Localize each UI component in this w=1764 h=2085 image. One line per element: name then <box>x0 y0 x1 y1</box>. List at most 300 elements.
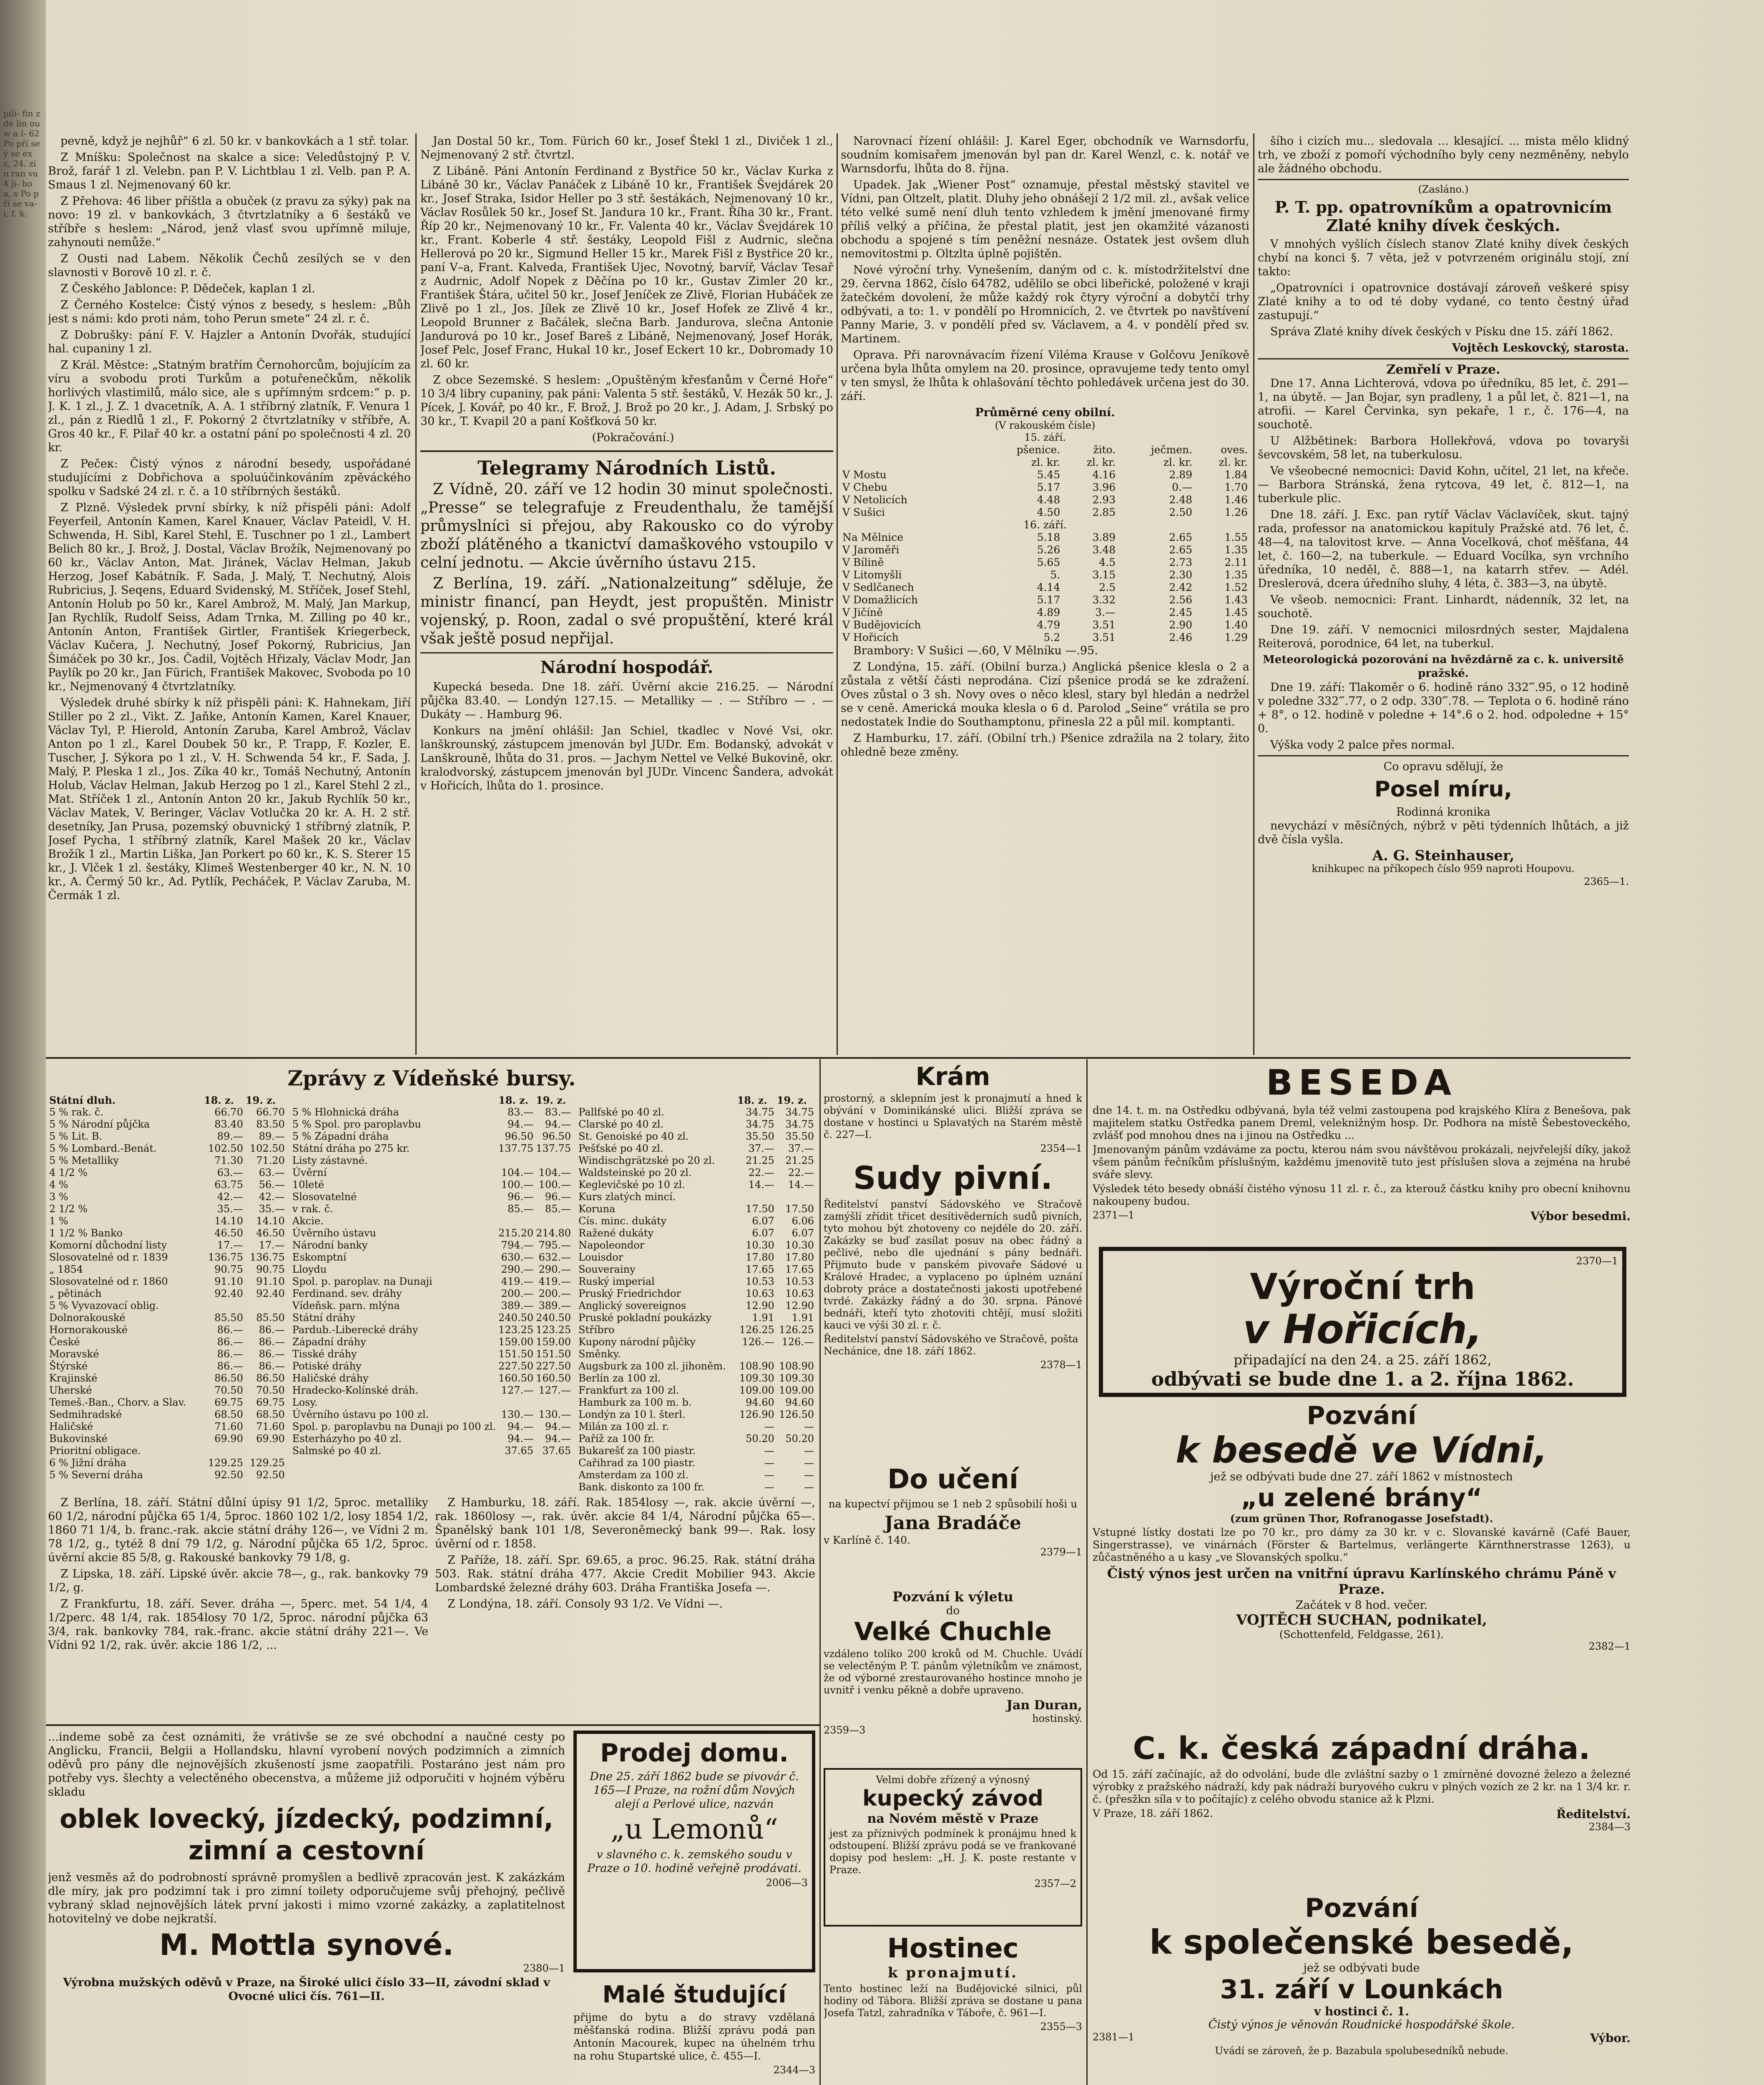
bourse-report: Z Lipska, 18. září. Lipské úvěr. akcie 78—, g., rak. bankovky 79 1/2, g. <box>48 1568 428 1594</box>
row-value: 2.89 <box>1169 469 1193 481</box>
row-value: 10.53 <box>746 1276 774 1287</box>
bourse-row <box>48 1409 286 1421</box>
bourse-row <box>48 1130 286 1143</box>
ad-name: Jan Duran, <box>1006 1698 1082 1713</box>
row-value: 126.50 <box>779 1409 814 1420</box>
row-label: Komorní důchodní listy <box>49 1239 167 1251</box>
row-value: 83.40 <box>214 1118 243 1130</box>
row-value: 104.— <box>501 1167 534 1178</box>
row-value: 240.50 <box>498 1312 534 1324</box>
grain-col-label: ječmen. <box>1151 444 1193 456</box>
row-value: 34.75 <box>785 1118 814 1130</box>
bourse-row <box>48 1155 286 1167</box>
row-label: V Chebu <box>842 481 888 493</box>
row-label: Sedmihradské <box>49 1409 122 1420</box>
row-value <box>535 1397 572 1409</box>
row-label: Windischgrätzské po 20 zl. <box>578 1155 715 1166</box>
row-label: V Litomyšli <box>842 569 902 581</box>
row-label: Bukovinské <box>49 1433 108 1444</box>
bourse-row <box>291 1421 572 1433</box>
bourse-row <box>577 1469 815 1481</box>
row-value: 94.— <box>545 1118 571 1130</box>
grain-rows <box>841 469 1249 519</box>
row-value: 69.90 <box>214 1433 243 1444</box>
row-value: 35.50 <box>785 1130 814 1142</box>
commerce-paragraph: Narovnací řízení ohlášil: J. Karel Eger, obchodník ve Warnsdorfu, soudním komisařem jmenován byl pan dr. Karel Wenzl, c. k. notář ve Warnsdorfu, lhůta do 8. října. <box>841 135 1249 175</box>
row-value: 42.— <box>259 1191 285 1203</box>
bourse-row <box>577 1481 815 1493</box>
bourse-column <box>577 1094 815 1493</box>
bourse-row <box>291 1360 572 1372</box>
row-value: 2.93 <box>1092 494 1116 506</box>
row-value: 70.50 <box>256 1384 285 1396</box>
row-label: Cís. minc. dukáty <box>578 1215 667 1227</box>
ad-headline: oblek lovecký, jízdecký, podzimní, zimní a cestovní <box>59 1804 554 1866</box>
row-value: 129.25 <box>208 1457 243 1469</box>
row-value: 109.00 <box>739 1384 774 1396</box>
row-value: 136.75 <box>208 1251 243 1263</box>
bourse-row <box>577 1421 815 1433</box>
ad-headline: Prodej domu. <box>600 1738 789 1768</box>
row-value: 92.50 <box>214 1469 243 1481</box>
row-label: Salmské po 40 zl. <box>292 1445 382 1457</box>
row-value: 86.— <box>217 1324 243 1336</box>
row-value: 10.30 <box>746 1239 774 1251</box>
row-value: 240.50 <box>536 1312 571 1324</box>
grain-price-row <box>841 631 1249 644</box>
row-label: V Budějovicích <box>842 619 921 631</box>
ad-company-name: M. Mottla synové. <box>159 1928 454 1962</box>
row-value: 71.30 <box>214 1155 243 1166</box>
ad-headline: Malé študující <box>602 1981 787 2008</box>
telegram-paragraph: Z Vídně, 20. září ve 12 hodin 30 minut společnosti. „Presse“ se telegrafuje z Freudenthalu, že tamější průmyslníci si přejou, aby Rakousko co do výroby zboží plátěného a tkanictví damaškového vstoupilo v celní jednotu. — Akcie úvěrního ústavu 215. <box>420 481 833 571</box>
deaths-paragraph: U Alžbětinek: Barbora Hollekřová, vdova po tovaryši ševcovském, 58 let, na tuberkulosu. <box>1258 435 1629 461</box>
row-label: Spol. p. paroplav. na Dunaji <box>292 1276 432 1287</box>
row-value: 96.— <box>545 1191 571 1203</box>
bourse-row <box>577 1372 815 1384</box>
row-value: 22.— <box>788 1167 814 1178</box>
row-label: Slosovatelné <box>292 1191 357 1203</box>
section-divider <box>1258 755 1629 756</box>
bourse-row <box>577 1179 815 1191</box>
ad-text: vzdáleno toliko 200 kroků od M. Chuchle. Uvádí se velectěným P. T. pánům výletníkům ve známost, že od výborné zrestaurovaného hostince mnoho je uvnitř i venku pěkně a dobře upraveno. <box>824 1648 1082 1696</box>
row-value: 100.— <box>538 1179 571 1191</box>
bourse-row <box>48 1324 286 1336</box>
row-value: 126.— <box>742 1336 774 1348</box>
row-value: 17.— <box>217 1239 243 1251</box>
row-label: Pruský Friedrichdor <box>578 1288 681 1299</box>
telegram-heading: Telegramy Národních Listů. <box>477 457 776 479</box>
row-label: Stříbro <box>578 1324 615 1336</box>
row-value: 1.26 <box>1224 506 1248 518</box>
bourse-row <box>291 1372 572 1384</box>
ad-name: VOJTĚCH SUCHAN, podnikatel, <box>1236 1612 1487 1628</box>
bourse-row <box>577 1239 815 1251</box>
commerce-paragraph: Upadek. Jak „Wiener Post“ oznamuje, přestal městský stavitel ve Vídni, pan Oltzelt, platit. Dluhy jeho obnášejí 2 1/2 mil. zl., avšak velice této velké sumě není dluh tento vzhledem k jmění jmenované firmy příliš velký a příčina, že přestal platit, jest jen okamžité vázanosti obchodu a spojené s tím peněžní nesnáze. Ostatek jest ovšem dluh nemovitostmi p. Oltzlta úplně pojištěn. <box>841 178 1249 260</box>
bourse-column <box>48 1094 286 1493</box>
row-value: — <box>804 1445 814 1457</box>
bourse-row <box>48 1276 286 1288</box>
donation-paragraph: Z Plzně. Výsledek první sbírky, k níž přispěli páni: Adolf Feyerfeil, Antonín Kamen, Karel Knauer, Václav Pateidl, V. H. Schwenda, H. Sibl, Karel Stehl, E. Tuschner po 1 zl., Lambert Belich 80 kr., J. Brož, J. Dostal, Václav Brožík, Nejmenovaný po 60 kr., Václav Anton, Mat. Jiránek, Václav Helman, Jakub Herzog, Josef Kabátník. F. Sada, J. Malý, T. Nechutný, Alois Rubricius, J. Seqens, Eduard Svidenský, M. Stříček, Josef Stehl, Antonín Holub po 50 kr., Karel Ambrož, M. Malý, Jan Markup, Jan Rychlík, Rudolf Seiss, Adam Trnka, M. Zilling po 40 kr., Antonín Anton, František Girtler, František Kriegerbeck, Václav Kučera, J. Nechutný, Josef Pokorný, Rubricius, Jan Šimáček po 30 kr., Jos. Čadil, Vojtěch Hřizaly, Václav Modr, Jan Paylík po 20 kr., Jan Fürich, František Makovec, Svoboda po 10 kr., Nejmenovaný 4 čtvrtzlatníky. <box>48 501 411 693</box>
bourse-head: Státní dluh. <box>49 1094 116 1106</box>
row-value: 17.65 <box>746 1264 774 1275</box>
bourse-row <box>577 1384 815 1397</box>
row-value: 4.14 <box>1037 581 1060 593</box>
row-value: 96.50 <box>505 1130 534 1142</box>
continued-note: (Pokračování.) <box>592 431 674 444</box>
economy-paragraph: Kupecká beseda. Dne 18. září. Úvěrní akcie 216.25. — Národní půjčka 83.40. — Londýn 127.15. — Metalliky — . — Stříbro — . — Dukáty — . Hamburg 96. <box>420 681 833 721</box>
column-rule <box>1086 1059 1088 2085</box>
bourse-report: Z Londýna, 18. září. Consoly 93 1/2. Ve Vídni —. <box>447 1598 723 1610</box>
deaths-paragraph: Dne 17. Anna Lichterová, vdova po úředníku, 85 let, č. 291—1, na úbytě. — Jan Bojar, syn pradleny, 1 a půl let, č. 821—1, na atrofii. — Karel Červinka, syn pekaře, 1 r., č. 176—4, na souchotě. <box>1258 377 1629 431</box>
row-value: 102.50 <box>208 1143 243 1154</box>
ad-reference: 2380—1 <box>523 1962 565 1974</box>
ad-headline: Hostinec <box>887 1933 1019 1964</box>
row-value: — <box>804 1421 814 1432</box>
bourse-row <box>577 1215 815 1227</box>
ad-headline: kupecký závod <box>862 1786 1043 1811</box>
grain-unit: zl. kr. <box>1031 456 1060 468</box>
ad-note: Uvádí se zároveň, že p. Bazabula spolubesedníků nebude. <box>1215 2045 1508 2057</box>
row-value: 1.29 <box>1224 631 1248 643</box>
ad-address: (Schottenfeld, Feldgasse, 261). <box>1279 1628 1444 1640</box>
row-value: 2.65 <box>1169 531 1193 543</box>
row-value: 68.50 <box>214 1409 243 1420</box>
row-label: V Hořicích <box>842 631 899 643</box>
row-value: 159.00 <box>498 1336 534 1348</box>
row-value: 34.75 <box>746 1106 774 1118</box>
row-value: — <box>804 1457 814 1469</box>
bourse-table <box>577 1094 815 1493</box>
deaths-paragraph: Ve všeob. nemocnici: Frant. Linhardt, nádenník, 32 let, na souchotě. <box>1258 593 1629 620</box>
bourse-row <box>291 1251 572 1264</box>
row-value: 86.— <box>217 1336 243 1348</box>
row-value: 86.50 <box>256 1372 285 1384</box>
row-value: 92.40 <box>214 1288 243 1299</box>
posel-intro: Co opravu sdělují, že <box>1383 760 1503 773</box>
bourse-row <box>48 1397 286 1409</box>
ad-name: Jana Bradáče <box>884 1512 1022 1534</box>
economy-heading: Národní hospodář. <box>540 658 714 677</box>
row-value: 96.50 <box>542 1130 571 1142</box>
zaslano-label: (Zasláno.) <box>1418 183 1469 195</box>
row-value: — <box>764 1421 774 1432</box>
row-value: 86.— <box>259 1336 285 1348</box>
bourse-row <box>577 1445 815 1457</box>
row-label: Kurs zlatých mincí. <box>578 1191 676 1203</box>
grain-price-row <box>841 494 1249 506</box>
row-value <box>736 1191 776 1203</box>
bourse-row <box>291 1264 572 1276</box>
grain-price-row <box>841 544 1249 556</box>
row-value: 86.— <box>217 1348 243 1360</box>
row-value <box>497 1215 535 1227</box>
row-label: Prioritní obligace. <box>49 1445 141 1457</box>
row-value: 419.— <box>538 1276 571 1287</box>
ad-headline: Do učení <box>887 1464 1018 1495</box>
grain-price-row <box>841 531 1249 544</box>
row-value: 94.60 <box>746 1397 774 1408</box>
row-value: 1.43 <box>1224 594 1248 606</box>
row-value: 34.75 <box>746 1118 774 1130</box>
bourse-row <box>48 1239 286 1251</box>
row-value: 6.06 <box>792 1215 814 1227</box>
bourse-row <box>577 1203 815 1215</box>
row-value: 5.18 <box>1037 531 1060 543</box>
ad-text: Dne 25. září 1862 bude se pivovár č. 165—I Praze, na rožní dům Nových alejí a Perlové ulice, nazván <box>590 1770 799 1811</box>
row-value: 17.80 <box>785 1251 814 1263</box>
row-value: 94.60 <box>785 1397 814 1408</box>
row-value: 91.10 <box>214 1276 243 1287</box>
bourse-row <box>291 1118 572 1130</box>
row-value <box>736 1348 776 1360</box>
konkurs-paragraph: Konkurs na jmění ohlášil: Jan Schiel, tkadlec v Nové Vsi, okr. lanškrounský, zástupcem jmenován byl JUDr. Em. Bodanský, advokát v Lanškrouně, lhůta do 31. pros. — Jachym Nettel ve Velké Bukovině, okr. kralodvorský, zástupcem jmenován byl JUDr. Vincenc Šandera, advokát v Hořicích, lhůta do 1. prosince. <box>420 724 833 792</box>
donation-paragraph: Výsledek druhé sbírky k níž přispěli páni: K. Hahnekam, Jiří Stiller po 2 zl., Vikt. Z. Jaňke, Antonín Kamen, Karel Knauer, Václav Tyl, P. Hierold, Antonín Zaruba, Karel Ambrož, Václav Anton po 1 zl., Karel Doubek 50 kr., P. Trapp, F. Kozler, E. Tuscher, J. Sýkora po 1 zl., V. H. Schwenda 54 kr., F. Sada, J. Malý, P. Pleska 1 zl., Jos. Zíka 40 kr., Tomáš Nechutný, Antonín Holub, Václav Helman, Jakub Herzog po 1 zl., Karel Stehl 2 zl., Mat. Stříček 1 zl., Antonín Anton 20 kr., Jakub Rychlík 50 kr., Václav Matek, V. Beringer, Václav Votlučka 20 kr. A. H. 2 stř. desetníky, Jan Prusa, pozemský obuvnický 1 stříbrný zlatník, P. Josef Pycha, 1 stříbrný zlatník, Karel Mašek 20 kr., Václav Brožík 1 zl., Martin Liška, Jan Porkert po 60 kr., K. S. Sterer 15 kr., J. Vlček 1 zl. šestáky, Klimeš Westenberger 40 kr., N. N. 10 kr., A. Čermý 50 kr., Ad. Pytlík, Pecháček, P. Václav Zaruba, M. Čermák 1 zl. <box>48 696 411 902</box>
row-label: Londýn za 10 l. šterl. <box>578 1409 686 1420</box>
ad-text: Výsledek této besedy obnáší čistého výnosu 11 zl. r. č., za kterouž částku knihy pro obecní knihovnu nakoupeny budou. <box>1093 1183 1631 1207</box>
row-value: 3.89 <box>1092 531 1116 543</box>
row-value: 17.65 <box>785 1264 814 1275</box>
row-value: 85.50 <box>256 1312 285 1324</box>
bourse-row <box>48 1457 286 1469</box>
grain-col-label: pšenice. <box>1016 444 1060 456</box>
bourse-day: 19. z. <box>776 1094 807 1106</box>
row-value: 37.65 <box>542 1445 571 1457</box>
ad-reference: 2359—3 <box>824 1724 866 1736</box>
merchant-shop-advertisement <box>824 1768 1082 1927</box>
bourse-row <box>48 1445 286 1457</box>
row-value: 3.51 <box>1092 631 1116 643</box>
grain-prices-table <box>841 444 1249 644</box>
row-value <box>497 1155 535 1167</box>
row-value: 34.75 <box>785 1106 814 1118</box>
row-label: 2 1/2 % <box>49 1203 88 1215</box>
ad-venue-german: (zum grünen Thor, Rofranogasse Josefstadt). <box>1230 1512 1493 1525</box>
bourse-row <box>291 1130 572 1143</box>
ad-signature: Ředitelství. <box>1556 1807 1631 1821</box>
bourse-row <box>577 1167 815 1179</box>
ad-text: jež se odbývati bude <box>1303 1962 1420 1974</box>
ad-place: v Hořicích, <box>1243 1306 1483 1353</box>
row-value: 63.— <box>259 1167 285 1178</box>
row-value: 227.50 <box>498 1360 534 1372</box>
row-value: 227.50 <box>536 1360 571 1372</box>
bourse-row <box>291 1397 572 1409</box>
donation-paragraph: Z Pečeк: Čistý výnos z národní besedy, uspořádané studujícími z Dobřichova a spoluúčinkováním zpěváckého spolku v Sadské 24 zl. r. č. a 10 stříbrných šestáků. <box>48 457 411 498</box>
row-value: 151.50 <box>498 1348 534 1360</box>
grain-price-row <box>841 581 1249 594</box>
row-value: 109.00 <box>779 1384 814 1396</box>
meteo-heading: Meteorologická pozorování na hvězdárně za c. k. universitě pražské. <box>1263 653 1624 680</box>
row-value: 21.25 <box>746 1155 774 1166</box>
row-label: Waldsteinské po 20 zl. <box>578 1167 692 1178</box>
bourse-row <box>48 1251 286 1264</box>
ad-reference: 2355—3 <box>1040 2021 1082 2032</box>
row-value: 37.— <box>788 1143 814 1154</box>
row-value: 1.84 <box>1224 469 1248 481</box>
row-label: Úvěrního ústavu <box>292 1227 376 1239</box>
row-value: 104.— <box>538 1167 571 1178</box>
bourse-rows <box>48 1106 286 1481</box>
row-value: — <box>764 1481 774 1493</box>
row-label: Bank. diskonto za 100 fr. <box>578 1481 705 1493</box>
row-value: 6.07 <box>752 1215 774 1227</box>
donation-paragraph: Z Černého Kostelce: Čistý výnos z besedy, s heslem: „Bůh jest s námi: kdo proti nám, toho Perun smete“ 24 zl. r. č. <box>48 299 411 325</box>
bourse-day: 19. z. <box>536 1094 566 1106</box>
row-label: Pešťské po 40 zl. <box>578 1143 663 1154</box>
bourse-row <box>291 1239 572 1251</box>
ad-text: Výrobna mužských oděvů v Praze, na Široké ulici číslo 33—II, závodní sklad v Ovocné ulici čís. 761—II. <box>63 1976 550 2003</box>
row-value: 86.— <box>259 1324 285 1336</box>
bourse-row <box>577 1106 815 1118</box>
golden-book-paragraph: V mnohých vyšlích číslech stanov Zlaté knihy dívek českých chybí na konci §. 7 věta, jež v potvrzeném originálu stojí, zní takto: <box>1258 238 1629 278</box>
commerce-paragraph: Z Londýna, 15. září. (Obilní burza.) Anglická pšenice klesla o 2 a zůstala z větší části neprodána. Cizí pšenice prodá se ke zdražení. Oves zůstal o 3 sh. Novy oves o něco klesl, stary byl hledán a nedržel se v ceně. Americká mouka klesla o 6 d. Parolod „Seine“ vrátila se pro nedostatek Indie do Southamptonu, přinesla 22 a půl mil. komptanti. <box>841 661 1249 728</box>
bourse-row <box>48 1348 286 1360</box>
bourse-row <box>291 1324 572 1336</box>
bourse-row <box>48 1143 286 1155</box>
bourse-row <box>577 1264 815 1276</box>
row-value: 17.50 <box>746 1203 774 1215</box>
bourse-rows <box>577 1106 815 1493</box>
grain-prices-units <box>841 456 1249 469</box>
row-value: 1.55 <box>1224 531 1248 543</box>
market-advertisement <box>1099 1247 1626 1397</box>
bourse-row <box>48 1191 286 1203</box>
grain-price-row <box>841 619 1249 631</box>
chuchle-advertisement <box>824 1589 1082 1764</box>
bourse-row <box>577 1409 815 1421</box>
bourse-row <box>291 1312 572 1324</box>
row-value: 151.50 <box>536 1348 571 1360</box>
row-value: 2.50 <box>1169 506 1193 518</box>
row-value: 5.26 <box>1037 544 1060 556</box>
row-label: 5 % Lit. B. <box>49 1130 103 1142</box>
row-value: 94.— <box>545 1421 571 1432</box>
ad-headline: Pozvání <box>1307 1401 1417 1430</box>
row-value: 83.50 <box>256 1118 285 1130</box>
row-value: 1.70 <box>1224 481 1248 493</box>
row-label: V Jaroměři <box>842 544 900 556</box>
row-value: 794.— <box>501 1239 534 1251</box>
row-value: 123.25 <box>498 1324 534 1336</box>
row-value <box>535 1155 572 1167</box>
grain-prices-subtitle: (V rakouském čísle) <box>995 420 1096 431</box>
row-label: Keglevičské po 10 zl. <box>578 1179 685 1191</box>
row-value: 200.— <box>501 1288 534 1299</box>
ad-reference: 2381—1 <box>1093 2031 1135 2043</box>
row-label: Hamburk za 100 m. b. <box>578 1397 692 1408</box>
students-advertisement <box>573 1981 815 2085</box>
row-value: — <box>804 1469 814 1481</box>
ad-intro: do <box>946 1605 960 1617</box>
row-value: 91.10 <box>256 1276 285 1287</box>
grain-rows <box>841 531 1249 644</box>
row-label: Potiské dráhy <box>292 1360 362 1372</box>
row-label: 4 1/2 % <box>49 1167 88 1178</box>
row-value: 10.63 <box>746 1288 774 1299</box>
ad-reference: 2370—1 <box>1576 1255 1618 1267</box>
bourse-row <box>577 1300 815 1312</box>
row-value: 5.17 <box>1037 481 1060 493</box>
bourse-row <box>291 1167 572 1179</box>
row-value: 200.— <box>538 1288 571 1299</box>
ad-headline: Krám <box>915 1063 990 1091</box>
row-value: 90.75 <box>214 1264 243 1275</box>
bourse-row <box>577 1227 815 1239</box>
row-value: 86.— <box>217 1360 243 1372</box>
bourse-rows <box>291 1106 572 1457</box>
ad-text: Vstupné lístky dostati lze po 70 kr., pro dámy za 30 kr. v c. Slovanské kavárně (Café Bauer, Singerstrasse), ve vinárnách (Förster & Bartelmus, verlängerte Kärnthnerstrasse 1263), u zůčastněného a u kasy „ve Slovanských spolku.“ <box>1093 1526 1631 1563</box>
bourse-row <box>48 1106 286 1118</box>
row-value: 21.25 <box>785 1155 814 1166</box>
bourse-row <box>48 1167 286 1179</box>
barrels-advertisement <box>824 1159 1082 1460</box>
row-value: 126.90 <box>739 1409 774 1420</box>
column-rule <box>819 1059 821 2085</box>
row-value: 5.17 <box>1037 594 1060 606</box>
ad-name: „u Lemonů“ <box>611 1813 778 1845</box>
row-label: Souverainy <box>578 1264 636 1275</box>
ad-subheading: na Novém městě v Praze <box>867 1811 1039 1826</box>
row-value: 2.85 <box>1092 506 1116 518</box>
donation-paragraph: Jan Dostal 50 kr., Tom. Fürich 60 kr., Josef Štekl 1 zl., Diviček 1 zl., Nejmenovaný 2 stř. čtvrtzl. <box>420 135 833 161</box>
bourse-report: Z Hamburku, 18. září. Rak. 1854losy —, rak. akcie úvěrní —, rak. 1860losy —, rak. úvěr. akcie 84 1/4, Národní půjčka 65—. Španělský bank 101 1/8, Severoněmecký bank 99—. Rak. losy úvěrní od r. 1858. <box>435 1496 815 1550</box>
bourse-table <box>291 1094 572 1457</box>
bourse-row <box>291 1276 572 1288</box>
grain-prices-title: Průměrné ceny obilní. <box>975 406 1115 419</box>
row-label: Tisské dráhy <box>292 1348 357 1360</box>
bourse-row <box>577 1457 815 1469</box>
row-label: 5 % Severní dráha <box>49 1469 143 1481</box>
row-value: 2.48 <box>1169 494 1193 506</box>
row-label: 1 1/2 % Banko <box>49 1227 123 1239</box>
row-value: 68.50 <box>256 1409 285 1420</box>
row-value: 3.96 <box>1092 481 1116 493</box>
row-value <box>776 1348 815 1360</box>
row-label: Hornorakouské <box>49 1324 128 1336</box>
row-value: 3.— <box>1095 606 1116 618</box>
bourse-row <box>577 1324 815 1336</box>
ad-headline: Velké Chuchle <box>854 1617 1052 1646</box>
row-label: Dolnorakouské <box>49 1312 126 1324</box>
row-value: 130.— <box>501 1409 534 1420</box>
row-value: 108.90 <box>739 1360 774 1372</box>
row-value: 96.— <box>507 1191 534 1203</box>
ad-headline: C. k. česká západní dráha. <box>1133 1731 1591 1766</box>
row-value: 3.48 <box>1092 544 1116 556</box>
row-value: 6.07 <box>792 1227 814 1239</box>
donation-paragraph: Z Přehova: 46 liber příštla a obuček (z pravu za sýky) pak na novo: 19 zl. v bankovkách, 3 čtvrtzlatníky a 6 šestáků ve stříbře s heslem: „Národ, jenž vlasť svou upřímně miluje, zahynouti nemůže.“ <box>48 195 411 249</box>
posel-address: knihkupec na příkopech číslo 959 naproti Houpovu. <box>1312 863 1575 874</box>
ad-subheading: k besedě ve Vídni, <box>1176 1429 1548 1471</box>
row-value: 137.75 <box>498 1143 534 1154</box>
bourse-report: Z Paříže, 18. září. Spr. 69.65, a proc. 96.25. Rak. státní dráha 503. Rak. státní dráha 477. Akcie Credit Mobilier 943. Akcie Lombardské železné dráhy 603. Dráha Františka Josefa —. <box>435 1554 815 1594</box>
row-label: Uherské <box>49 1384 92 1396</box>
ad-text: dne 14. t. m. na Ostředku odbývaná, byla též velmi zastoupena pod krajského Klíra z Benešova, pak majitelem statku Ostředka panem Dreml, veleknižným hosp. Dr. Podhora na místě Šebestoveckého, zvlášť pod mnohou dnes na i jinou na Ostředku ... <box>1093 1104 1631 1141</box>
row-label: Na Mělnice <box>842 531 904 543</box>
row-label: Losy. <box>292 1397 318 1408</box>
ad-text: jež se odbývati bude dne 27. září 1862 v místnostech <box>1210 1470 1513 1483</box>
row-label: 5 % Západní dráha <box>292 1130 389 1142</box>
row-value: 389.— <box>501 1300 534 1311</box>
ad-text: Jmenovaným pánům vzdáváme za poctu, kterou nám svou návštěvou prokázali, nejvřelejší díky, jakož všem pánům řečníkům příslušným, každému jmenovitě tuto jest příslušen slova a zejména na hrubé sváře slevy. <box>1093 1143 1631 1181</box>
row-label: Směnky. <box>578 1348 621 1360</box>
bourse-reports <box>48 1496 815 1655</box>
row-value: 6.07 <box>752 1227 774 1239</box>
row-label: Koruna <box>578 1203 616 1215</box>
bourse-row <box>48 1312 286 1324</box>
row-value: 160.50 <box>498 1372 534 1384</box>
